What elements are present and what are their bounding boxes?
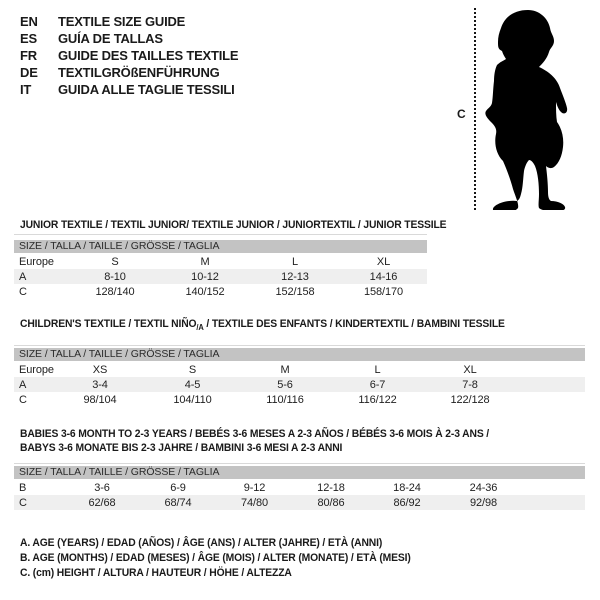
children-size-table [14,345,585,407]
age-cell: 8-10 [104,270,126,283]
babies-size-table [14,463,585,510]
age-cell: 14-16 [369,270,398,283]
row-label: C [19,496,27,509]
months-cell: 9-12 [243,481,266,494]
height-cell: 116/122 [358,393,397,406]
size-cell: XL [376,255,391,268]
size-header-band: SIZE / TALLA / TAILLE / GRÖSSE / TAGLIA [14,348,585,361]
height-cell: 140/152 [185,285,225,298]
table-row-height [14,284,427,299]
height-measure-label: C [457,107,466,121]
lang-code: FR [20,48,37,63]
language-title-block [20,13,238,98]
lang-code: DE [20,65,38,80]
height-cell: 152/158 [275,285,315,298]
title-text: / TEXTILE DES ENFANTS / KINDERTEXTIL / BAMBINI TESSILE [203,318,505,330]
legend-line-age-years: A. AGE (YEARS) / EDAD (AÑOS) / ÂGE (ANS) / ALTER (JAHRE) / ETÀ (ANNI) [20,537,383,549]
lang-code: EN [20,14,38,29]
spacer-cell [516,362,585,377]
row-label: Europe [19,363,54,376]
row-label: C [19,285,27,298]
table-row-months [14,480,585,495]
height-measure-dotted-line [474,8,476,210]
table-row-europe [14,362,585,377]
lang-title: GUIDE DES TAILLES TEXTILE [58,48,239,63]
lang-title: TEXTILE SIZE GUIDE [58,14,186,29]
row-label: A [19,378,27,391]
height-cell: 80/86 [317,496,345,509]
height-cell: 110/116 [266,393,304,406]
size-cell: XS [92,363,108,376]
size-cell: M [200,255,210,268]
row-label: C [19,393,27,406]
row-label: Europe [19,255,54,268]
months-cell: 6-9 [170,481,186,494]
table-row-height [14,495,585,510]
row-label: A [19,270,27,283]
height-cell: 62/68 [88,496,116,509]
babies-table [14,480,585,510]
age-cell: 3-4 [92,378,108,391]
height-cell: 158/170 [363,285,404,298]
measure-legend [20,536,436,581]
size-header-band: SIZE / TALLA / TAILLE / GRÖSSE / TAGLIA [14,240,427,253]
height-cell: 128/140 [95,285,135,298]
lang-title: GUIDA ALLE TAGLIE TESSILI [58,82,235,97]
lang-code: ES [20,31,37,46]
section-title-babies [20,427,489,455]
title-subscript: /A [196,323,204,333]
title-line-2: BABYS 3-6 MONATE BIS 2-3 JAHRE / BAMBINI 3-6 MESI A 2-3 ANNI [20,442,343,454]
age-cell: 7-8 [462,378,478,391]
lang-row-en [20,13,238,30]
size-cell: L [291,255,299,268]
height-cell: 92/98 [469,496,498,509]
age-cell: 5-6 [277,378,293,391]
months-cell: 18-24 [393,481,421,494]
table-row-europe [14,254,427,269]
spacer-cell [516,392,585,407]
table-row-height [14,392,585,407]
lang-row-es [20,30,238,47]
height-cell: 98/104 [83,393,117,406]
lang-row-it [20,81,238,98]
children-table [14,362,585,407]
lang-code: IT [20,82,32,97]
legend-line-height: C. (cm) HEIGHT / ALTURA / HAUTEUR / HÖHE / ALTEZZA [20,567,292,579]
height-cell: 68/74 [164,496,192,509]
size-cell: L [374,363,381,376]
height-cell: 74/80 [240,496,269,509]
row-label: B [19,481,27,494]
lang-row-de [20,64,238,81]
spacer-cell [516,377,585,392]
months-cell: 12-18 [317,481,345,494]
table-row-age [14,269,427,284]
section-title-junior: JUNIOR TEXTILE / TEXTIL JUNIOR/ TEXTILE JUNIOR / JUNIORTEXTIL / JUNIOR TESSILE [20,219,447,231]
title-text: CHILDREN'S TEXTILE / TEXTIL NIÑO [20,318,197,330]
months-cell: 24-36 [469,481,498,494]
toddler-silhouette-image [482,8,570,210]
size-cell: M [280,363,290,376]
age-cell: 12-13 [281,270,309,283]
lang-title: TEXTILGRÖßENFÜHRUNG [58,65,220,80]
height-cell: 122/128 [450,393,490,406]
title-line-1: BABIES 3-6 MONTH TO 2-3 YEARS / BEBÉS 3-6 MESES A 2-3 AÑOS / BÉBÉS 3-6 MOIS À 2-3 ANS / [20,428,490,440]
lang-row-fr [20,47,238,64]
legend-line-age-months: B. AGE (MONTHS) / EDAD (MESES) / ÂGE (MOIS) / ALTER (MONATE) / ETÀ (MESI) [20,552,411,564]
age-cell: 4-5 [184,378,201,391]
junior-table [14,254,427,299]
age-cell: 6-7 [369,378,386,391]
size-cell: XL [463,363,477,376]
months-cell: 3-6 [94,481,110,494]
size-cell: S [111,255,119,268]
size-cell: S [188,363,197,376]
lang-title: GUÍA DE TALLAS [58,31,163,46]
size-header-band: SIZE / TALLA / TAILLE / GRÖSSE / TAGLIA [14,466,585,479]
age-cell: 10-12 [191,270,219,283]
section-title-children [20,317,505,335]
junior-size-table [14,234,427,299]
spacer-cell [522,495,585,510]
height-cell: 86/92 [393,496,421,509]
spacer-cell [522,480,585,495]
table-row-age [14,377,585,392]
height-cell: 104/110 [173,393,212,406]
